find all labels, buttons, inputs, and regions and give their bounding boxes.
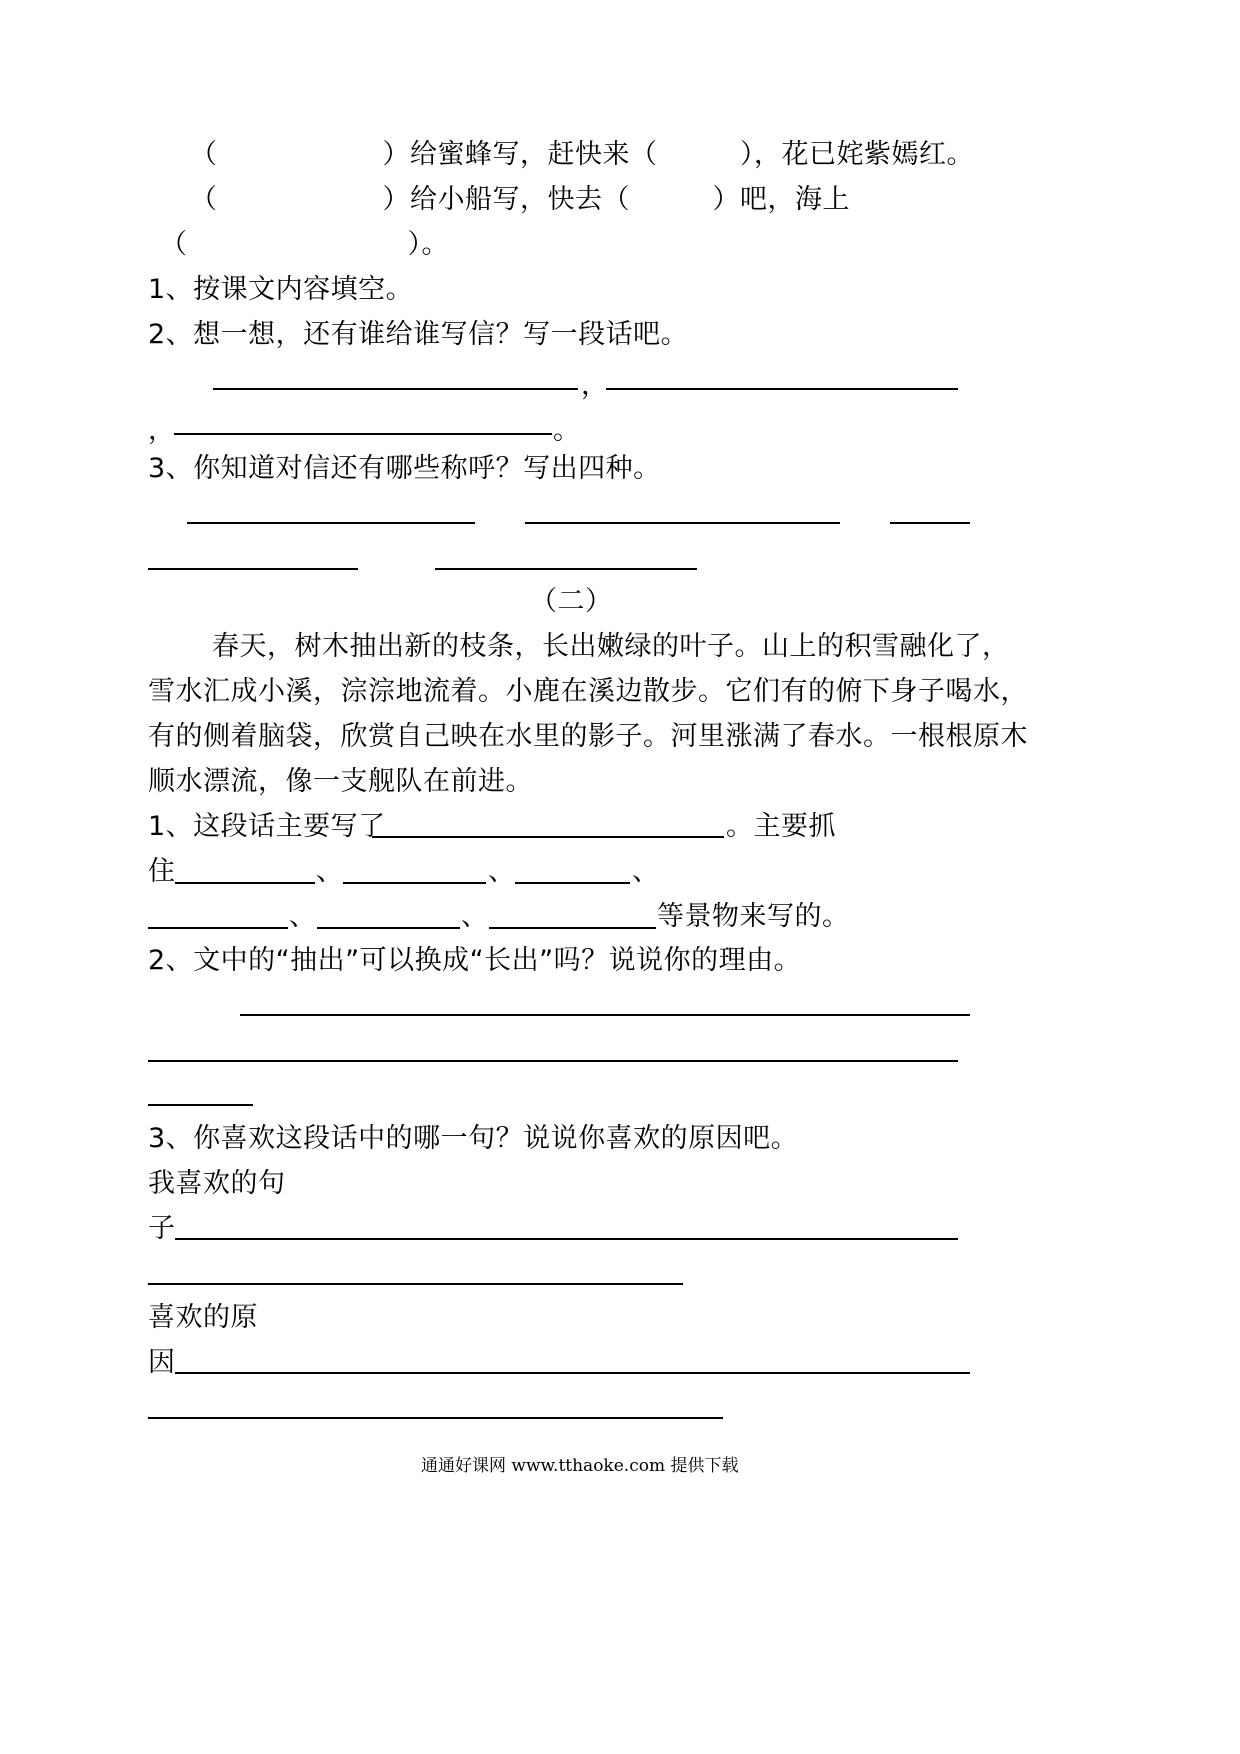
poem-line-2: （ ）给小船写，快去（ ）吧，海上 — [190, 184, 850, 215]
poem-line-3: （ ）。 — [160, 229, 449, 260]
answer-line[interactable] — [435, 568, 697, 570]
answer-line[interactable] — [175, 882, 315, 884]
passage-line: 春天，树木抽出新的枝条，长出嫩绿的叶子。山上的积雪融化了， — [212, 631, 1010, 662]
answer-line[interactable] — [213, 388, 578, 390]
separator: 、 — [316, 856, 344, 887]
answer-line[interactable] — [148, 1417, 723, 1419]
section2-question-1-end: 。主要抓 — [726, 811, 836, 842]
reason-label-end: 因 — [148, 1347, 176, 1378]
section2-question-1: 1、这段话主要写了 — [148, 811, 386, 842]
answer-line[interactable] — [240, 1014, 970, 1016]
answer-line[interactable] — [489, 927, 656, 929]
comma: ， — [581, 370, 609, 401]
answer-line[interactable] — [148, 1283, 683, 1285]
answer-line[interactable] — [317, 927, 460, 929]
section2-question-1-tail: 等景物来写的。 — [657, 901, 850, 932]
poem-line-1: （ ）给蜜蜂写，赶快来（ ），花已姹紫嫣红。 — [190, 139, 974, 170]
answer-line[interactable] — [372, 836, 724, 838]
question-1: 1、按课文内容填空。 — [148, 274, 414, 305]
answer-line[interactable] — [175, 1238, 958, 1240]
answer-line[interactable] — [148, 568, 358, 570]
section2-question-1-lead: 住 — [148, 856, 176, 887]
answer-line[interactable] — [890, 522, 970, 524]
answer-line[interactable] — [515, 882, 630, 884]
answer-line[interactable] — [187, 522, 475, 524]
section2-question-2: 2、文中的“抽出”可以换成“长出”吗？说说你的理由。 — [148, 945, 802, 976]
passage-line: 顺水漂流，像一支舰队在前进。 — [148, 766, 533, 797]
answer-line[interactable] — [148, 1104, 253, 1106]
answer-line[interactable] — [343, 882, 486, 884]
section2-question-3: 3、你喜欢这段话中的哪一句？说说你喜欢的原因吧。 — [148, 1123, 799, 1154]
answer-line[interactable] — [525, 522, 840, 524]
answer-line[interactable] — [148, 927, 288, 929]
separator: 、 — [289, 901, 317, 932]
passage-line: 雪水汇成小溪，淙淙地流着。小鹿在溪边散步。它们有的俯下身子喝水， — [148, 676, 1028, 707]
answer-line[interactable] — [175, 1372, 970, 1374]
sentence-label-end: 子 — [148, 1213, 176, 1244]
answer-line[interactable] — [148, 1060, 958, 1062]
passage-line: 有的侧着脑袋，欣赏自己映在水里的影子。河里涨满了春水。一根根原木 — [148, 721, 1028, 752]
question-3: 3、你知道对信还有哪些称呼？写出四种。 — [148, 453, 661, 484]
section-title: （二） — [530, 586, 613, 617]
question-2: 2、想一想，还有谁给谁写信？写一段话吧。 — [148, 319, 689, 350]
separator: 、 — [632, 856, 660, 887]
separator: 、 — [488, 856, 516, 887]
comma: ， — [148, 415, 176, 446]
answer-line[interactable] — [606, 388, 958, 390]
footer-credit: 通通好课网 www.tthaoke.com 提供下载 — [421, 1456, 739, 1476]
separator: 、 — [461, 901, 489, 932]
reason-label: 喜欢的原 — [148, 1302, 258, 1333]
sentence-label: 我喜欢的句 — [148, 1168, 286, 1199]
period: 。 — [553, 415, 581, 446]
answer-line[interactable] — [174, 433, 552, 435]
